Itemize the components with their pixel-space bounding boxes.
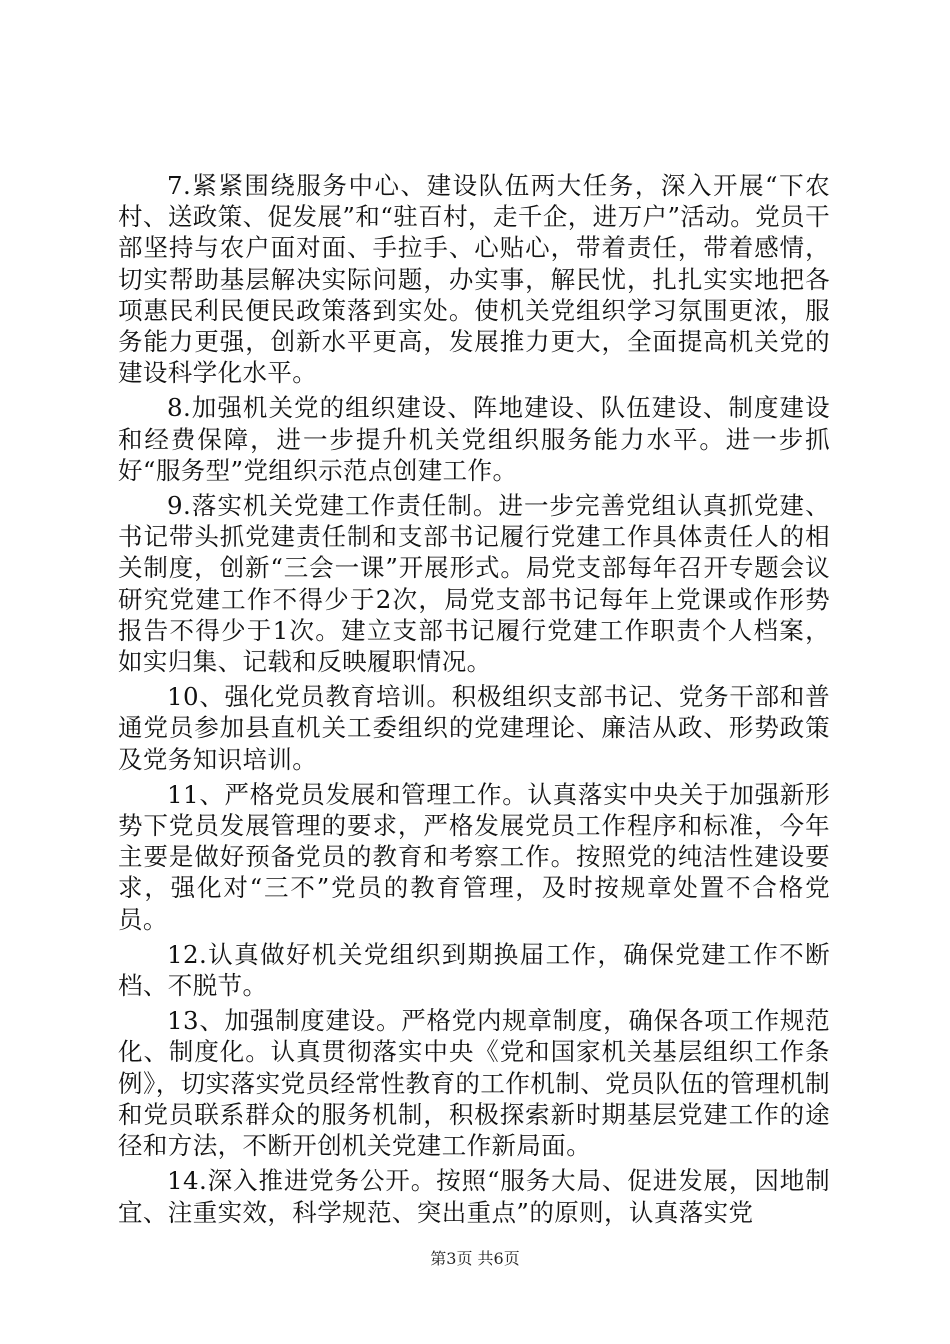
paragraph-item-14: 14.深入推进党务公开。按照“服务大局、促进发展，因地制宜、注重实效，科学规范、突出重点”的原则，认真落实党: [118, 1166, 830, 1227]
page-footer: 第3页 共6页: [430, 1249, 520, 1268]
paragraph-item-7: 7.紧紧围绕服务中心、建设队伍两大任务，深入开展“下农村、送政策、促发展”和“驻百村，走千企，进万户”活动。党员干部坚持与农户面对面、手拉手、心贴心，带着责任，带着感情，切实帮助基层解决实际问题，办实事，解民忧，扎扎实实地把各项惠民利民便民政策落到实处。使机关党组织学习氛围更浓，服务能力更强，创新水平更高，发展推力更大，全面提高机关党的建设科学化水平。: [118, 171, 830, 388]
document-body: [118, 170, 830, 1232]
paragraph-item-10: 10、强化党员教育培训。积极组织支部书记、党务干部和普通党员参加县直机关工委组织的党建理论、廉洁从政、形势政策及党务知识培训。: [118, 682, 830, 774]
paragraph-item-13: 13、加强制度建设。严格党内规章制度，确保各项工作规范化、制度化。认真贯彻落实中央《党和国家机关基层组织工作条例》，切实落实党员经常性教育的工作机制、党员队伍的管理机制和党员联系群众的服务机制，积极探索新时期基层党建工作的途径和方法，不断开创机关党建工作新局面。: [118, 1006, 830, 1161]
paragraph-item-12: 12.认真做好机关党组织到期换届工作，确保党建工作不断档、不脱节。: [118, 939, 830, 1001]
paragraph-item-9: 9.落实机关党建工作责任制。进一步完善党组认真抓党建、书记带头抓党建责任制和支部书记履行党建工作具体责任人的相关制度，创新“三会一课”开展形式。局党支部每年召开专题会议研究党建工作不得少于2次，局党支部书记每年上党课或作形势报告不得少于1次。建立支部书记履行党建工作职责个人档案，如实归集、记载和反映履职情况。: [118, 491, 830, 677]
paragraph-item-11: 11、严格党员发展和管理工作。认真落实中央关于加强新形势下党员发展管理的要求，严格发展党员工作程序和标准，今年主要是做好预备党员的教育和考察工作。按照党的纯洁性建设要求，强化对“三不”党员的教育管理，及时按规章处置不合格党员。: [118, 779, 830, 934]
paragraph-item-8: 8.加强机关党的组织建设、阵地建设、队伍建设、制度建设和经费保障，进一步提升机关党组织服务能力水平。进一步抓好“服务型”党组织示范点创建工作。: [118, 393, 830, 485]
